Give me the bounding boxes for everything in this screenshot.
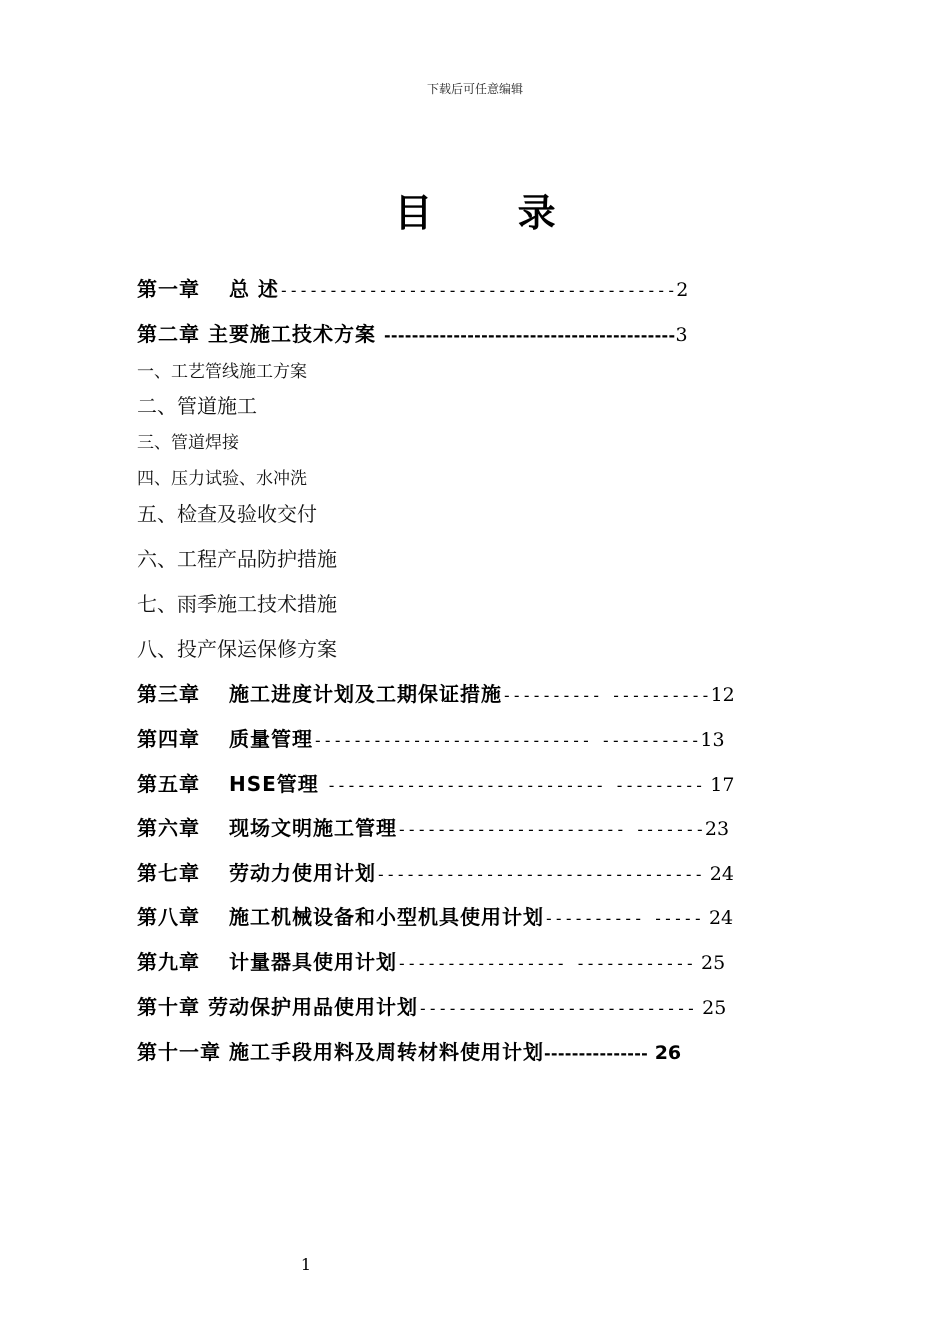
toc-entry-ch10[interactable]: [137, 991, 726, 1020]
header-note: 下载后可任意编辑: [426, 82, 523, 96]
toc-label: 第四章 质量管理: [137, 727, 313, 751]
toc-page: 23: [704, 818, 730, 840]
toc-section-2[interactable]: 二、管道施工: [137, 394, 257, 418]
toc-section-1[interactable]: 一、工艺管线施工方案: [137, 362, 307, 382]
toc-leader: ---------- -----: [543, 909, 703, 928]
toc-section-6[interactable]: 六、工程产品防护措施: [137, 547, 337, 571]
toc-page: 12: [710, 684, 735, 706]
toc-label: 第一章 总 述: [137, 277, 279, 301]
toc-entry-ch7[interactable]: [137, 857, 734, 886]
toc-page: 24: [703, 863, 734, 885]
toc-label: 第九章 计量器具使用计划: [137, 950, 397, 974]
toc-entry-ch1[interactable]: [137, 273, 688, 302]
toc-leader: ---------- ----------: [501, 686, 711, 705]
toc-entry-ch6[interactable]: [137, 812, 729, 841]
toc-page: 3: [675, 324, 688, 346]
toc-page: 26: [648, 1042, 682, 1064]
toc-leader: ----------------------------------------: [278, 281, 677, 300]
toc-label: 第十章 劳动保护用品使用计划: [137, 995, 418, 1019]
toc-leader: ----------------- ------------: [396, 954, 695, 973]
toc-section-3[interactable]: 三、管道焊接: [137, 433, 239, 453]
toc-entry-ch11[interactable]: [137, 1036, 681, 1065]
toc-page: 25: [694, 952, 726, 974]
toc-page: 25: [696, 997, 727, 1019]
toc-page: 13: [700, 729, 725, 751]
toc-leader: ---------------------------- ----------: [312, 731, 701, 750]
toc-entry-ch4[interactable]: [137, 723, 725, 752]
toc-page: 24: [702, 907, 734, 929]
toc-label: 第七章 劳动力使用计划: [137, 861, 376, 885]
toc-section-8[interactable]: 八、投产保运保修方案: [137, 637, 337, 661]
page-number: 1: [300, 1255, 312, 1274]
toc-entry-ch2[interactable]: [137, 318, 688, 347]
toc-label: 第三章 施工进度计划及工期保证措施: [137, 682, 502, 706]
toc-section-7[interactable]: 七、雨季施工技术措施: [137, 592, 337, 616]
toc-label: 第五章 HSE管理: [137, 772, 327, 796]
page-title: 目 录: [394, 191, 592, 235]
toc-entry-ch3[interactable]: [137, 678, 735, 707]
toc-leader: ----------------------- -------: [396, 820, 705, 839]
toc-label: 第六章 现场文明施工管理: [137, 816, 397, 840]
toc-entry-ch9[interactable]: [137, 946, 725, 975]
toc-leader: ------------------------------------------: [383, 326, 676, 345]
toc-leader: ----------------------------: [417, 999, 697, 1018]
toc-page: 2: [676, 279, 689, 301]
toc-label: 第二章 主要施工技术方案: [137, 322, 384, 346]
toc-label: 第八章 施工机械设备和小型机具使用计划: [137, 905, 544, 929]
toc-page: 17: [704, 774, 735, 796]
toc-leader: ---------------------------- ---------: [326, 776, 705, 795]
toc-leader: ---------------------------------: [375, 865, 704, 884]
toc-label: 第十一章 施工手段用料及周转材料使用计划: [137, 1040, 544, 1064]
toc-section-4[interactable]: 四、压力试验、水冲洗: [137, 469, 307, 489]
toc-entry-ch5[interactable]: [137, 768, 734, 797]
toc-leader: ---------------: [543, 1044, 649, 1063]
toc-entry-ch8[interactable]: [137, 901, 733, 930]
toc-section-5[interactable]: 五、检查及验收交付: [137, 502, 317, 526]
